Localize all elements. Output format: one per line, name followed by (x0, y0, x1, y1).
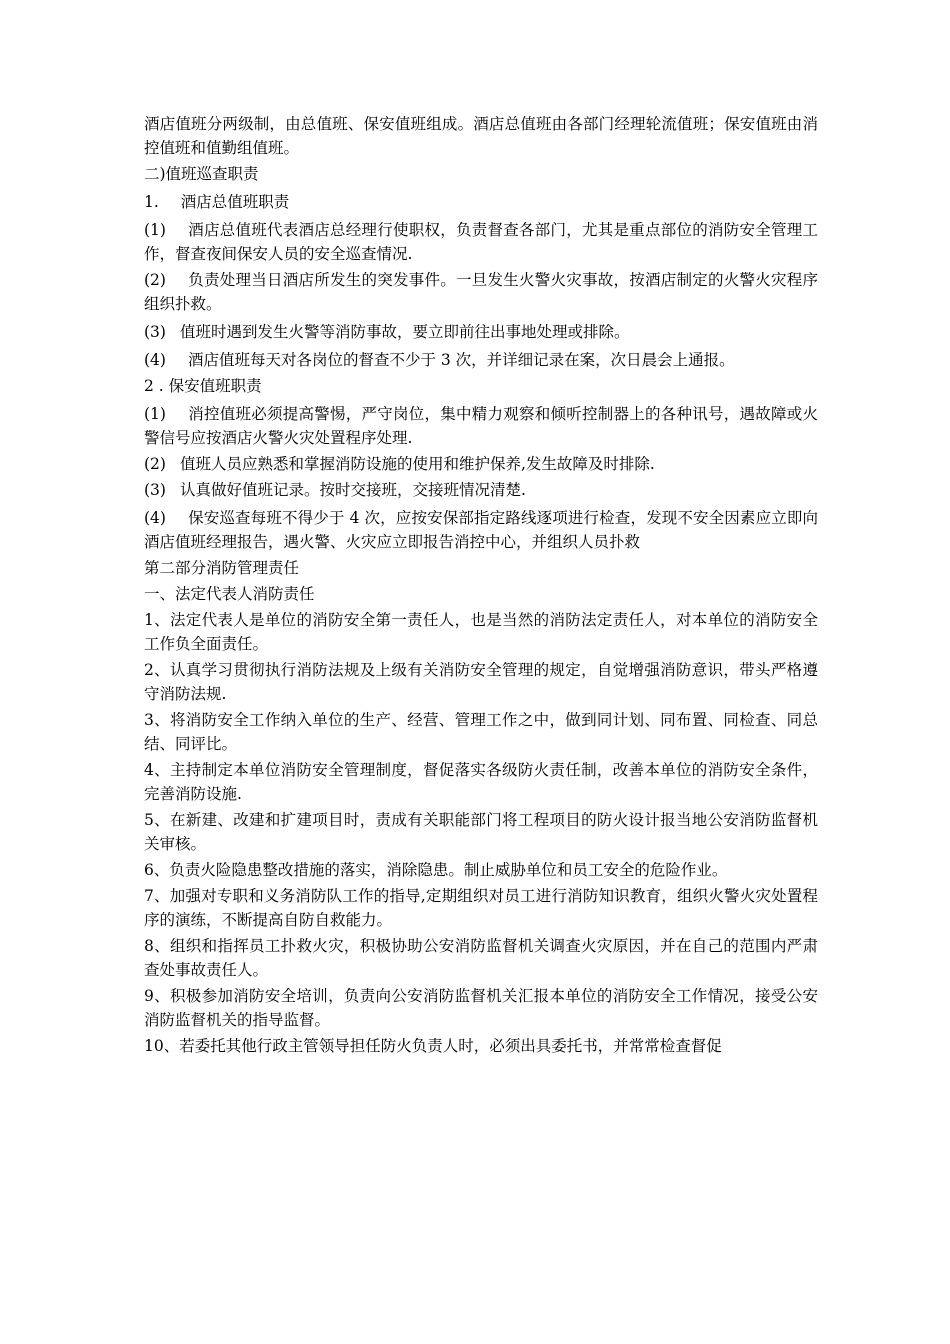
list-item: 5、在新建、改建和扩建项目时，责成有关职能部门将工程项目的防火设计报当地公安消防监督机关审核。 (144, 811, 818, 853)
list-item: 2、认真学习贯彻执行消防法规及上级有关消防安全管理的规定，自觉增强消防意识，带头严格遵守消防法规. (144, 661, 818, 703)
document-page (144, 112, 818, 1060)
list-item: 7、加强对专职和义务消防队工作的指导,定期组织对员工进行消防知识教育，组织火警火灾处置程序的演练，不断提高自防自救能力。 (144, 887, 818, 929)
list-item: (1) 酒店总值班代表酒店总经理行使职权，负责督查各部门，尤其是重点部位的消防安全管理工作，督查夜间保安人员的安全巡查情况. (144, 221, 818, 263)
list-item: (1) 消控值班必须提高警惕，严守岗位，集中精力观察和倾听控制器上的各种讯号，遇故障或火警信号应按酒店火警火灾处置程序处理. (144, 405, 818, 447)
paragraph-intro: 酒店值班分两级制，由总值班、保安值班组成。酒店总值班由各部门经理轮流值班；保安值班由消控值班和值勤组值班。 (144, 115, 818, 157)
list-item: 6、负责火险隐患整改措施的落实，消除隐患。制止威胁单位和员工安全的危险作业。 (144, 861, 728, 879)
list-item: 3、将消防安全工作纳入单位的生产、经营、管理工作之中，做到同计划、同布置、同检查、同总结、同评比。 (144, 711, 818, 753)
list-item: (4) 保安巡查每班不得少于 4 次，应按安保部指定路线逐项进行检查，发现不安全因素应立即向酒店值班经理报告，遇火警、火灾应立即报告消控中心，并组织人员扑救 (144, 509, 818, 551)
list-item: 8、组织和指挥员工扑救火灾，积极协助公安消防监督机关调查火灾原因，并在自己的范围内严肃查处事故责任人。 (144, 937, 818, 979)
list-item: 1、法定代表人是单位的消防安全第一责任人，也是当然的消防法定责任人，对本单位的消防安全工作负全面责任。 (144, 611, 818, 653)
heading-legal-rep: 一、法定代表人消防责任 (144, 585, 315, 603)
list-item: (4) 酒店值班每天对各岗位的督查不少于 3 次，并详细记录在案，次日晨会上通报。 (144, 351, 735, 369)
list-item: 9、积极参加消防安全培训，负责向公安消防监督机关汇报本单位的消防安全工作情况，接受公安消防监督机关的指导监督。 (144, 987, 818, 1029)
list-item: (3) 值班时遇到发生火警等消防事故，要立即前往出事地处理或排除。 (144, 323, 630, 341)
heading-security-duty: 2 . 保安值班职责 (144, 377, 262, 395)
list-item: (3) 认真做好值班记录。按时交接班，交接班情况清楚. (144, 481, 526, 499)
list-item: 10、若委托其他行政主管领导担任防火负责人时，必须出具委托书，并常常检查督促 (144, 1037, 722, 1055)
list-item: (2) 值班人员应熟悉和掌握消防设施的使用和维护保养,发生故障及时排除. (144, 455, 655, 473)
list-item: 4、主持制定本单位消防安全管理制度，督促落实各级防火责任制，改善本单位的消防安全条件，完善消防设施. (144, 761, 818, 803)
heading-duty-patrol: 二)值班巡查职责 (144, 165, 259, 183)
heading-general-duty: 1. 酒店总值班职责 (144, 193, 290, 211)
list-item: (2) 负责处理当日酒店所发生的突发事件。一旦发生火警火灾事故，按酒店制定的火警火灾程序组织扑救。 (144, 271, 818, 313)
heading-part-two: 第二部分消防管理责任 (144, 559, 300, 577)
